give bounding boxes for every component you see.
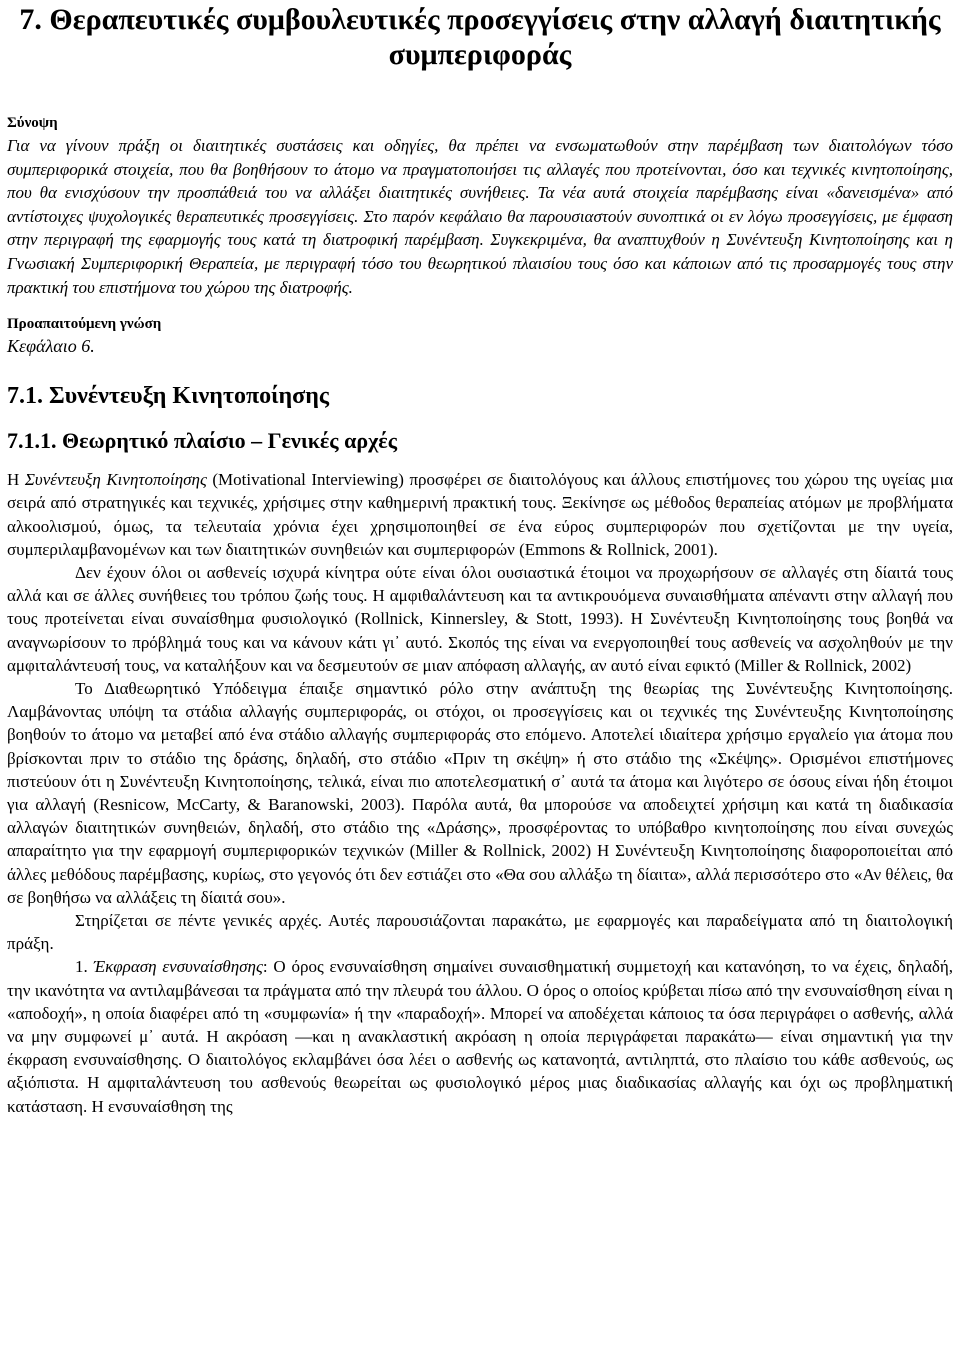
paragraph-3: Το Διαθεωρητικό Υπόδειγμα έπαιξε σημαντικό ρόλο στην ανάπτυξη της θεωρίας της Συνέντευξης Κινητοποίησης. Λαμβάνοντας υπόψη τα στάδια αλλαγής συμπεριφοράς, οι στόχοι, οι προσεγγίσεις και οι τεχνικές της Συνέντευξης Κινητοποίησης βοηθούν το άτομο να μεταβεί από ένα στάδιο αλλαγής συμπεριφοράς στο επόμενο. Αποτελεί ιδιαίτερα χρήσιμο εργαλείο για άτομα που βρίσκονται πριν το στάδιο της δράσης, δηλαδή, στο στάδιο «Πριν τη σκέψη» ή στο στάδιο της «Σκέψης». Ορισμένοι επιστήμονες πιστεύουν ότι η Συνέντευξη Κινητοποίησης, τελικά, είναι πιο αποτελεσματική σ᾽ αυτά τα άτομα και λιγότερο σε όσους είναι ήδη έτοιμοι για αλλαγή (Resnicow, McCarty, & Baranowski, 2003). Παρόλα αυτά, θα μπορούσε να αποδειχτεί χρήσιμη και κατά τη διαδικασία αλλαγών διαιτητικών συνηθειών, δηλαδή, στο στάδιο της «Δράσης», προσφέροντας το υπόβαθρο κινητοποίησης που είναι συνεχώς απαραίτητο για την εφαρμογή συμπεριφορικών τεχνικών (Miller & Rollnick, 2002) Η Συνέντευξη Κινητοποίησης διαφοροποιείται από άλλες μεθόδους παρέμβασης, κυρίως, στο γεγονός ότι δεν εστιάζει στο «Θα σου αλλάξω τη δίαιτα», αλλά περισσότερο στο «Αν θέλεις, θα σε βοηθήσω να αλλάξεις τη δίαιτά σου». xyxy=(7,678,953,907)
synopsis-label: Σύνοψη xyxy=(7,115,58,131)
prerequisite-label: Προαπαιτούμενη γνώση xyxy=(7,316,162,333)
paragraph-5 xyxy=(7,955,953,1117)
principle-text: : Ο όρος ενσυναίσθηση σημαίνει συναισθηματική συμμετοχή και κατανόηση, το να έχεις, δηλαδή, την ικανότητα να αντιλαμβάνεσαι τα πράγματα από την πλευρά του άλλου. Ο όρος ο οποίος κρύβεται πίσω από την ενσυναίσθηση είναι η «αποδοχή», η οποία διαφέρει από τη «συμφωνία» ή την «παραδοχή». Μπορεί να αποδέχεται κάποιος τα όσα περιγράφει ο ασθενής, αλλά να μην συμφωνεί μ᾽ αυτά. Η ακρόαση —και η ανακλαστική ακρόαση η οποία περιγράφεται παρακάτω— είναι σημαντική για την έκφραση ενσυναίσθησης. Ο διαιτολόγος εκλαμβάνει όσα λέει ο ασθενής ως κατανοητά, αντιληπτά, στο πλαίσιο του κάθε ασθενούς, ως αξιόπιστα. Η αμφιταλάντευση του ασθενούς θεωρείται ως φυσιολογικό μέρος μιας διαδικασίας αλλαγής και όχι ως προβληματική κατάσταση. Η ενσυναίσθηση της xyxy=(7,957,953,1116)
synopsis-text: Για να γίνουν πράξη οι διαιτητικές συστάσεις και οδηγίες, θα πρέπει να ενσωματωθούν στην παρέμβαση των διαιτολόγων τόσο συμπεριφορικά στοιχεία, που θα βοηθήσουν το άτομο να πραγματοποιήσει τις αλλαγές που προτείνονται, όσο και τεχνικές κινητοποίησης, που θα ενισχύσουν την προσπάθειά του να αλλάξει διαιτητικές συνήθειες. Τα νέα αυτά στοιχεία παρέμβασης είναι «δανεισμένα» από αντίστοιχες ψυχολογικές θεραπευτικές προσεγγίσεις. Στο παρόν κεφάλαιο θα παρουσιαστούν συνοπτικά οι εν λόγω προσεγγίσεις, με έμφαση στην περιγραφή της εφαρμογής τους κατά τη διατροφική παρέμβαση. Συγκεκριμένα, θα αναπτυχθούν η Συνέντευξη Κινητοποίησης και η Γνωσιακή Συμπεριφορική Θεραπεία, με περιγραφή τόσο του θεωρητικού πλαισίου τους όσο και κάποιων από τις προσαρμογές τους στην πρακτική του επιστήμονα του χώρου της διατροφής. xyxy=(7,136,953,297)
paragraph-1-rest: (Motivational Interviewing) προσφέρει σε διαιτολόγους και άλλους επιστήμονες του χώρου της υγείας μια σειρά από στρατηγικές και τεχνικές, χρήσιμες στην καθημερινή πρακτική τους. Ξεκίνησε ως μέθοδος θεραπείας ατόμων με προβλήματα αλκοολισμού, όμως, τα τελευταία χρόνια έχει χρησιμοποιηθεί σε ένα εύρος συμπεριφορών που σχετίζονται με την υγεία, συμπεριλαμβανομένων και των διαιτητικών συνηθειών και συμπεριφορών (Emmons & Rollnick, 2001). xyxy=(7,470,954,559)
principle-number: 1. xyxy=(75,957,94,977)
chapter-title: 7. Θεραπευτικές συμβουλευτικές προσεγγίσεις στην αλλαγή διαιτητικής συμπεριφοράς xyxy=(19,3,941,71)
prerequisite-text: Κεφάλαιο 6. xyxy=(7,336,95,357)
paragraph-1-lead: Η xyxy=(7,470,25,490)
paragraph-1 xyxy=(7,468,953,561)
paragraph-2: Δεν έχουν όλοι οι ασθενείς ισχυρά κίνητρα ούτε είναι όλοι ουσιαστικά έτοιμοι να προχωρήσουν σε αλλαγές στη δίαιτά τους αλλά και σε άλλες συνήθειες του τρόπου ζωής τους. Η αμφιθαλάντευση και τα αντικρουόμενα συναισθήματα απέναντι στην αλλαγή που τους προτείνεται είναι συναίσθημα φυσιολογικό (Rollnick, Kinnersley, & Stott, 1993). Η Συνέντευξη Κινητοποίησης τους βοηθά να αναγνωρίσουν το πρόβλημά τους και να κάνουν κάτι γι᾽ αυτό. Σκοπός της είναι να ενεργοποιηθεί τους ασθενείς να ασχοληθούν με την αμφιταλάντευσή τους, να καταλήξουν και να δεσμευτούν σε μιαν απόφαση αλλαγής, αν αυτό είναι εφικτό (Miller & Rollnick, 2002) xyxy=(7,562,953,675)
paragraph-1-term: Συνέντευξη Κινητοποίησης xyxy=(24,470,207,490)
section-heading-7-1: 7.1. Συνέντευξη Κινητοποίησης xyxy=(7,383,329,410)
document-page xyxy=(7,0,953,1118)
section-heading-7-1-1: 7.1.1. Θεωρητικό πλαίσιο – Γενικές αρχές xyxy=(7,428,397,454)
paragraph-4: Στηρίζεται σε πέντε γενικές αρχές. Αυτές παρουσιάζονται παρακάτω, με εφαρμογές και παραδείγματα από τη διαιτολογική πράξη. xyxy=(7,911,953,954)
principle-title: Έκφραση ενσυναίσθησης xyxy=(93,957,263,977)
